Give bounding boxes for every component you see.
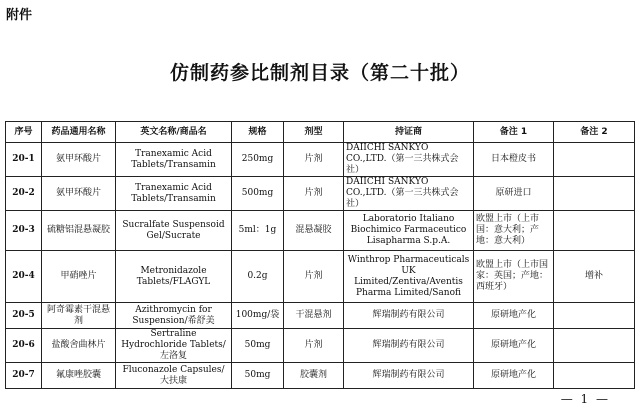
row-spec: 100mg/袋	[232, 303, 284, 329]
page-title: 仿制药参比制剂目录（第二十批）	[169, 62, 470, 84]
row-note-1: 日本橙皮书	[474, 143, 554, 177]
header-generic-name: 药品通用名称	[42, 122, 116, 143]
row-generic-name: 氨甲环酸片	[42, 143, 116, 177]
header-note-2: 备注 2	[554, 122, 635, 143]
row-generic-name: 阿奇霉素干混悬剂	[42, 303, 116, 329]
table-row	[6, 303, 635, 329]
row-dosage-form: 片剂	[284, 177, 344, 211]
row-holder: 辉瑞制药有限公司	[344, 363, 474, 389]
row-note-1: 原研地产化	[474, 363, 554, 389]
table-row	[6, 329, 635, 363]
row-note-1: 欧盟上市（上市国家：英国；产地：西班牙）	[474, 251, 554, 303]
row-no: 20-3	[6, 211, 42, 251]
header-spec: 规格	[232, 122, 284, 143]
row-note-2	[554, 303, 635, 329]
row-generic-name: 盐酸舍曲林片	[42, 329, 116, 363]
row-no: 20-7	[6, 363, 42, 389]
row-spec: 0.2g	[232, 251, 284, 303]
table-row	[6, 143, 635, 177]
row-no: 20-1	[6, 143, 42, 177]
row-dosage-form: 胶囊剂	[284, 363, 344, 389]
row-holder: 辉瑞制药有限公司	[344, 329, 474, 363]
row-generic-name: 甲硝唑片	[42, 251, 116, 303]
row-spec: 50mg	[232, 329, 284, 363]
row-english-name: Tranexamic Acid Tablets/Transamin	[116, 177, 232, 211]
row-note-2	[554, 329, 635, 363]
header-english-name: 英文名称/商品名	[116, 122, 232, 143]
reference-drug-table	[5, 121, 635, 389]
row-no: 20-5	[6, 303, 42, 329]
row-no: 20-4	[6, 251, 42, 303]
row-spec: 50mg	[232, 363, 284, 389]
header-holder: 持证商	[344, 122, 474, 143]
row-dosage-form: 干混悬剂	[284, 303, 344, 329]
page-number: — 1 —	[560, 392, 610, 406]
table-row	[6, 177, 635, 211]
row-dosage-form: 混悬凝胶	[284, 211, 344, 251]
row-dosage-form: 片剂	[284, 143, 344, 177]
row-english-name: Azithromycin for Suspension/希舒美	[116, 303, 232, 329]
row-generic-name: 硫糖铝混悬凝胶	[42, 211, 116, 251]
row-english-name: Sertraline Hydrochloride Tablets/左洛复	[116, 329, 232, 363]
row-note-2: 增补	[554, 251, 635, 303]
row-english-name: Tranexamic Acid Tablets/Transamin	[116, 143, 232, 177]
table-row	[6, 211, 635, 251]
table-header-row	[6, 122, 635, 143]
row-holder: DAIICHI SANKYO CO.,LTD.（第一三共株式会社）	[344, 177, 474, 211]
row-note-2	[554, 211, 635, 251]
row-english-name: Sucralfate Suspensoid Gel/Sucrate	[116, 211, 232, 251]
row-holder: 辉瑞制药有限公司	[344, 303, 474, 329]
header-dosage-form: 剂型	[284, 122, 344, 143]
row-english-name: Metronidazole Tablets/FLAGYL	[116, 251, 232, 303]
row-generic-name: 氨甲环酸片	[42, 177, 116, 211]
row-holder: DAIICHI SANKYO CO.,LTD.（第一三共株式会社）	[344, 143, 474, 177]
table-row	[6, 251, 635, 303]
row-spec: 250mg	[232, 143, 284, 177]
row-note-2	[554, 143, 635, 177]
row-generic-name: 氟康唑胶囊	[42, 363, 116, 389]
header-note-1: 备注 1	[474, 122, 554, 143]
row-note-2	[554, 363, 635, 389]
row-note-1: 原研进口	[474, 177, 554, 211]
row-note-1: 原研地产化	[474, 303, 554, 329]
row-holder: Winthrop Pharmaceuticals UK Limited/Zentiva/Aventis Pharma Limited/Sanofi	[344, 251, 474, 303]
row-dosage-form: 片剂	[284, 251, 344, 303]
row-no: 20-6	[6, 329, 42, 363]
row-no: 20-2	[6, 177, 42, 211]
row-dosage-form: 片剂	[284, 329, 344, 363]
table-row	[6, 363, 635, 389]
row-spec: 500mg	[232, 177, 284, 211]
row-note-1: 原研地产化	[474, 329, 554, 363]
row-holder: Laboratorio Italiano Biochimico Farmaceutico Lisapharma S.p.A.	[344, 211, 474, 251]
header-no: 序号	[6, 122, 42, 143]
row-note-2	[554, 177, 635, 211]
row-english-name: Fluconazole Capsules/大扶康	[116, 363, 232, 389]
row-note-1: 欧盟上市（上市国：意大利；产地：意大利）	[474, 211, 554, 251]
attachment-label: 附件	[6, 8, 33, 23]
row-spec: 5ml：1g	[232, 211, 284, 251]
